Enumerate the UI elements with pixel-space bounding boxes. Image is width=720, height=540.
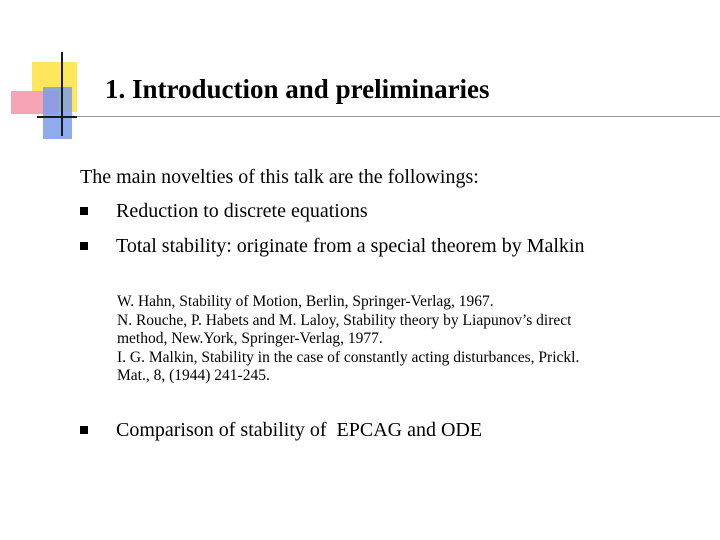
- reference-line: N. Rouche, P. Habets and M. Laloy, Stability theory by Liapunov’s direct: [117, 311, 572, 329]
- reference-line: I. G. Malkin, Stability in the case of constantly acting disturbances, Prickl.: [117, 348, 580, 366]
- reference-line: method, New.York, Springer-Verlag, 1977.: [117, 330, 383, 348]
- reference-list: [117, 293, 677, 386]
- bullet-text: Reduction to discrete equations: [116, 200, 368, 222]
- square-bullet-icon: [80, 207, 88, 215]
- decor-horizontal-bar: [37, 116, 77, 118]
- decor-blue-square: [43, 87, 72, 139]
- intro-text: The main novelties of this talk are the followings:: [80, 166, 479, 188]
- slide-title: 1. Introduction and preliminaries: [105, 74, 490, 104]
- title-underline-rule: [37, 116, 720, 117]
- bullet-text: Comparison of stability of EPCAG and ODE: [116, 419, 483, 441]
- bullet-text: Total stability: originate from a special theorem by Malkin: [116, 235, 585, 257]
- decor-vertical-bar: [61, 52, 63, 136]
- reference-line: Mat., 8, (1944) 241-245.: [117, 367, 270, 385]
- reference-line: W. Hahn, Stability of Motion, Berlin, Springer-Verlag, 1967.: [117, 293, 494, 310]
- square-bullet-icon: [80, 242, 88, 250]
- square-bullet-icon: [80, 426, 88, 434]
